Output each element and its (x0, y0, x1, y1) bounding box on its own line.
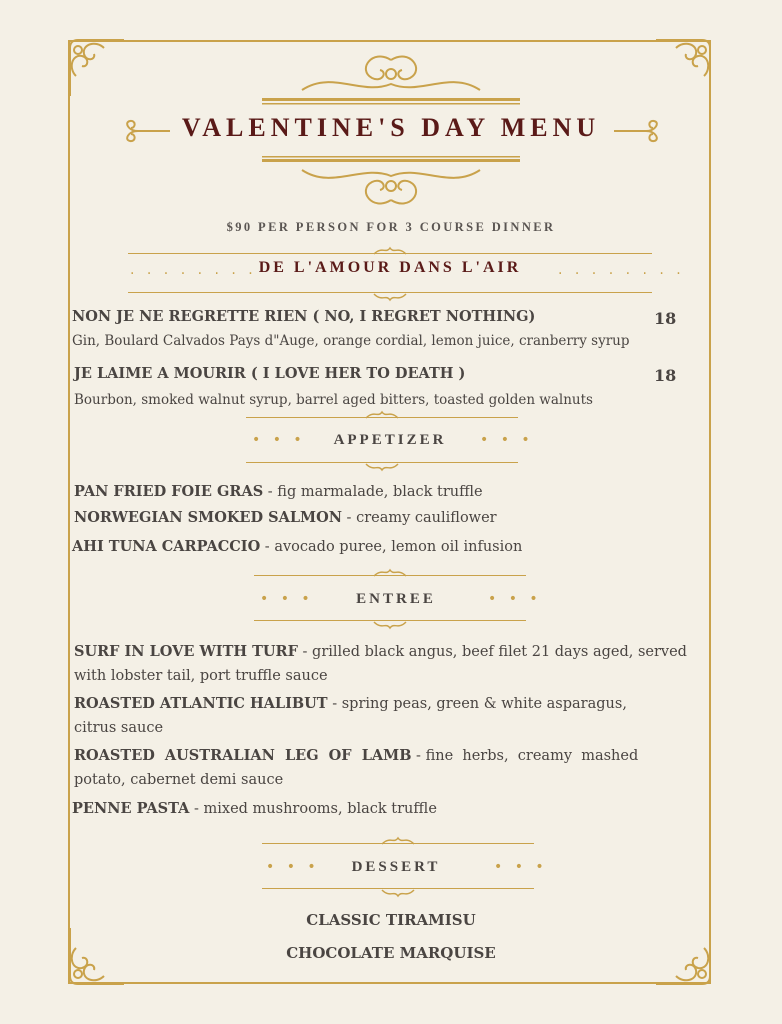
divider-flourish-icon (372, 568, 408, 578)
divider-flourish-icon (372, 620, 408, 630)
decorative-dots: • • • (488, 591, 542, 607)
decorative-dots: • • • (494, 859, 548, 875)
decorative-dots: • • • (266, 859, 320, 875)
top-ornament-icon (262, 50, 520, 106)
right-scroll-ornament-icon (612, 118, 666, 144)
cocktail-price: 18 (654, 366, 677, 385)
decorative-dots: • • • (252, 432, 306, 448)
divider-flourish-icon (372, 246, 408, 256)
menu-item-entree: SURF IN LOVE WITH TURF - grilled black angus, beef filet 21 days aged, served with lobster tail, port truffle sauce (74, 643, 687, 684)
decorative-dots: . . . . . . . . (130, 262, 257, 278)
cocktail-price: 18 (654, 309, 677, 328)
divider-flourish-icon (380, 836, 416, 846)
decorative-dots: • • • (260, 591, 314, 607)
cocktail-name: JE LAIME A MOURIR ( I LOVE HER TO DEATH ) (74, 365, 466, 382)
decorative-dots: . . . . . . . . (558, 262, 685, 278)
menu-item-appetizer: AHI TUNA CARPACCIO - avocado puree, lemon oil infusion (72, 538, 523, 555)
cocktail-description: Bourbon, smoked walnut syrup, barrel aged bitters, toasted golden walnuts (74, 392, 593, 408)
menu-item-appetizer: NORWEGIAN SMOKED SALMON - creamy cauliflower (74, 509, 497, 526)
decorative-dots: • • • (480, 432, 534, 448)
menu-item-entree: ROASTED ATLANTIC HALIBUT - spring peas, green & white asparagus, citrus sauce (74, 695, 627, 736)
section-title-cocktails: DE L'AMOUR DANS L'AIR (258, 259, 522, 276)
menu-item-entree: PENNE PASTA - mixed mushrooms, black truffle (72, 800, 437, 817)
corner-flourish-icon (654, 36, 716, 98)
cocktail-description: Gin, Boulard Calvados Pays d"Auge, orange cordial, lemon juice, cranberry syrup (72, 333, 630, 349)
dessert-item: CHOCOLATE MARQUISE (286, 944, 496, 962)
section-title-appetizer: APPETIZER (333, 432, 447, 448)
divider-flourish-icon (380, 888, 416, 898)
bottom-ornament-icon (262, 154, 520, 210)
page-title: VALENTINE'S DAY MENU (181, 113, 601, 142)
cocktail-name: NON JE NE REGRETTE RIEN ( NO, I REGRET NOTHING) (72, 308, 536, 325)
dessert-item: CLASSIC TIRAMISU (306, 911, 476, 929)
section-title-entree: ENTREE (356, 591, 436, 607)
divider-flourish-icon (364, 410, 400, 420)
price-per-person: $90 PER PERSON FOR 3 COURSE DINNER (226, 220, 556, 234)
divider-flourish-icon (372, 292, 408, 302)
menu-item-entree: ROASTED AUSTRALIAN LEG OF LAMB - fine herbs, creamy mashed potato, cabernet demi sauce (74, 747, 639, 788)
corner-flourish-icon (64, 36, 126, 98)
divider-flourish-icon (364, 462, 400, 472)
section-title-dessert: DESSERT (351, 859, 441, 875)
menu-item-appetizer: PAN FRIED FOIE GRAS - fig marmalade, black truffle (74, 483, 483, 500)
